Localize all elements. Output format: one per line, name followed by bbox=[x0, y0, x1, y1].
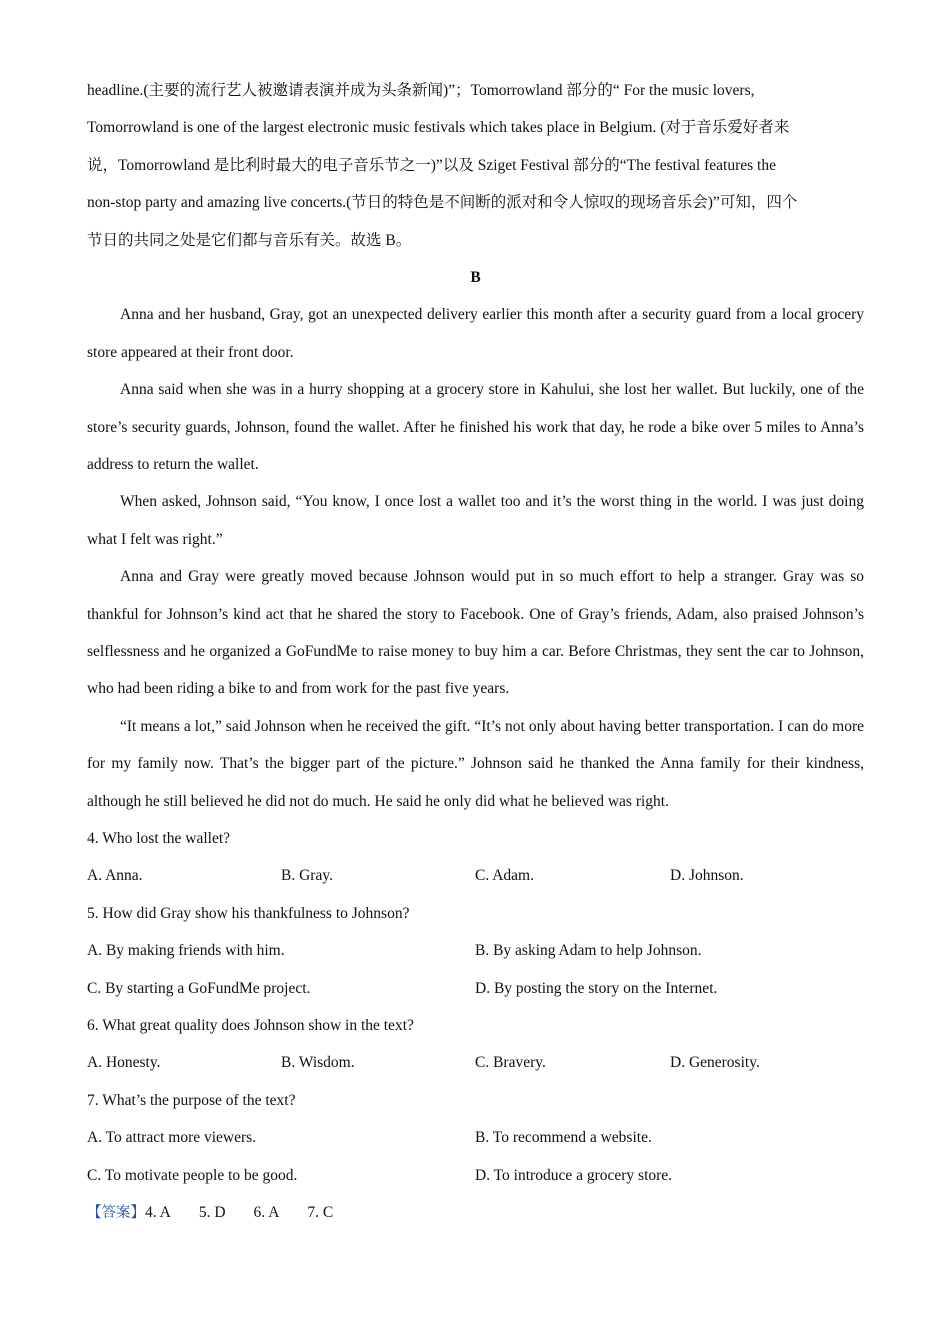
intro-line: 节日的共同之处是它们都与音乐有关。故选 B。 bbox=[87, 231, 412, 249]
question-options bbox=[87, 932, 864, 969]
answer-label: 【答案】 bbox=[87, 1204, 145, 1221]
intro-line: headline.(主要的流行艺人被邀请表演并成为头条新闻)”；Tomorrowland 部分的“ For the music lovers, bbox=[87, 82, 755, 99]
passage-paragraph: Anna said when she was in a hurry shopping at a grocery store in Kahului, she lost her wallet. But luckily, one of the store’s security guards, Johnson, found the wallet. After he finished his work that day, he rode a bike over 5 miles to Anna’s address to return the wallet. bbox=[87, 381, 864, 473]
question-options bbox=[87, 1044, 864, 1081]
option-b: B. To recommend a website. bbox=[475, 1129, 652, 1147]
option-c: C. Adam. bbox=[475, 867, 534, 885]
option-d: D. To introduce a grocery store. bbox=[475, 1166, 673, 1184]
question-stem: 4. Who lost the wallet? bbox=[87, 830, 231, 848]
section-title: B bbox=[470, 268, 481, 286]
option-c: C. By starting a GoFundMe project. bbox=[87, 979, 311, 997]
question-7 bbox=[87, 1082, 864, 1194]
passage-paragraph: When asked, Johnson said, “You know, I once lost a wallet too and it’s the worst thing in the world. I was just doing what I felt was right.” bbox=[87, 493, 864, 548]
answer-key bbox=[87, 1194, 864, 1231]
option-b: B. Wisdom. bbox=[281, 1054, 355, 1072]
question-options bbox=[87, 1157, 864, 1194]
answer-item: 5. D bbox=[198, 1203, 226, 1221]
option-b: B. By asking Adam to help Johnson. bbox=[475, 942, 702, 960]
passage-paragraph: Anna and her husband, Gray, got an unexpected delivery earlier this month after a security guard from a local grocery store appeared at their front door. bbox=[87, 306, 864, 361]
answer-item: 4. A bbox=[145, 1203, 171, 1221]
answer-item: 7. C bbox=[307, 1203, 334, 1221]
question-4 bbox=[87, 820, 864, 895]
answer-item: 6. A bbox=[253, 1203, 280, 1221]
intro-explanation bbox=[87, 72, 864, 259]
question-options bbox=[87, 857, 864, 894]
passage-paragraph: Anna and Gray were greatly moved because Johnson would put in so much effort to help a stranger. Gray was so thankful for Johnson’s kind act that he shared the story to Facebook. One of Gray’s friends, Adam, also praised Johnson’s selflessness and he organized a GoFundMe to raise money to buy him a car. Before Christmas, they sent the car to Johnson, who had been riding a bike to and from work for the past five years. bbox=[87, 568, 864, 698]
option-a: A. To attract more viewers. bbox=[87, 1129, 257, 1147]
intro-line: non-stop party and amazing live concerts.(节日的特色是不间断的派对和令人惊叹的现场音乐会)”可知，四个 bbox=[87, 194, 798, 212]
option-a: A. Anna. bbox=[87, 867, 143, 885]
document-page bbox=[87, 72, 864, 1231]
option-a: A. Honesty. bbox=[87, 1054, 161, 1072]
question-stem: 6. What great quality does Johnson show in the text? bbox=[87, 1016, 414, 1034]
question-options bbox=[87, 970, 864, 1007]
option-b: B. Gray. bbox=[281, 867, 333, 885]
question-stem: 7. What’s the purpose of the text? bbox=[87, 1091, 296, 1109]
question-6 bbox=[87, 1007, 864, 1082]
question-stem: 5. How did Gray show his thankfulness to Johnson? bbox=[87, 904, 410, 922]
option-a: A. By making friends with him. bbox=[87, 942, 285, 960]
option-c: C. To motivate people to be good. bbox=[87, 1166, 298, 1184]
intro-line: Tomorrowland is one of the largest electronic music festivals which takes place in Belgium. (对于音乐爱好者来 bbox=[87, 119, 790, 137]
option-d: D. Generosity. bbox=[670, 1054, 760, 1072]
option-c: C. Bravery. bbox=[475, 1054, 546, 1072]
question-5 bbox=[87, 895, 864, 1007]
question-options bbox=[87, 1119, 864, 1156]
option-d: D. Johnson. bbox=[670, 867, 744, 885]
intro-line: 说，Tomorrowland 是比利时最大的电子音乐节之一)”以及 Sziget Festival 部分的“The festival features the bbox=[87, 156, 776, 174]
option-d: D. By posting the story on the Internet. bbox=[475, 979, 718, 997]
passage-paragraph: “It means a lot,” said Johnson when he received the gift. “It’s not only about having better transportation. I can do more for my family now. That’s the bigger part of the picture.” Johnson said he thanked the Anna family for their kindness, although he still believed he did not do much. He said he only did what he believed was right. bbox=[87, 717, 864, 810]
